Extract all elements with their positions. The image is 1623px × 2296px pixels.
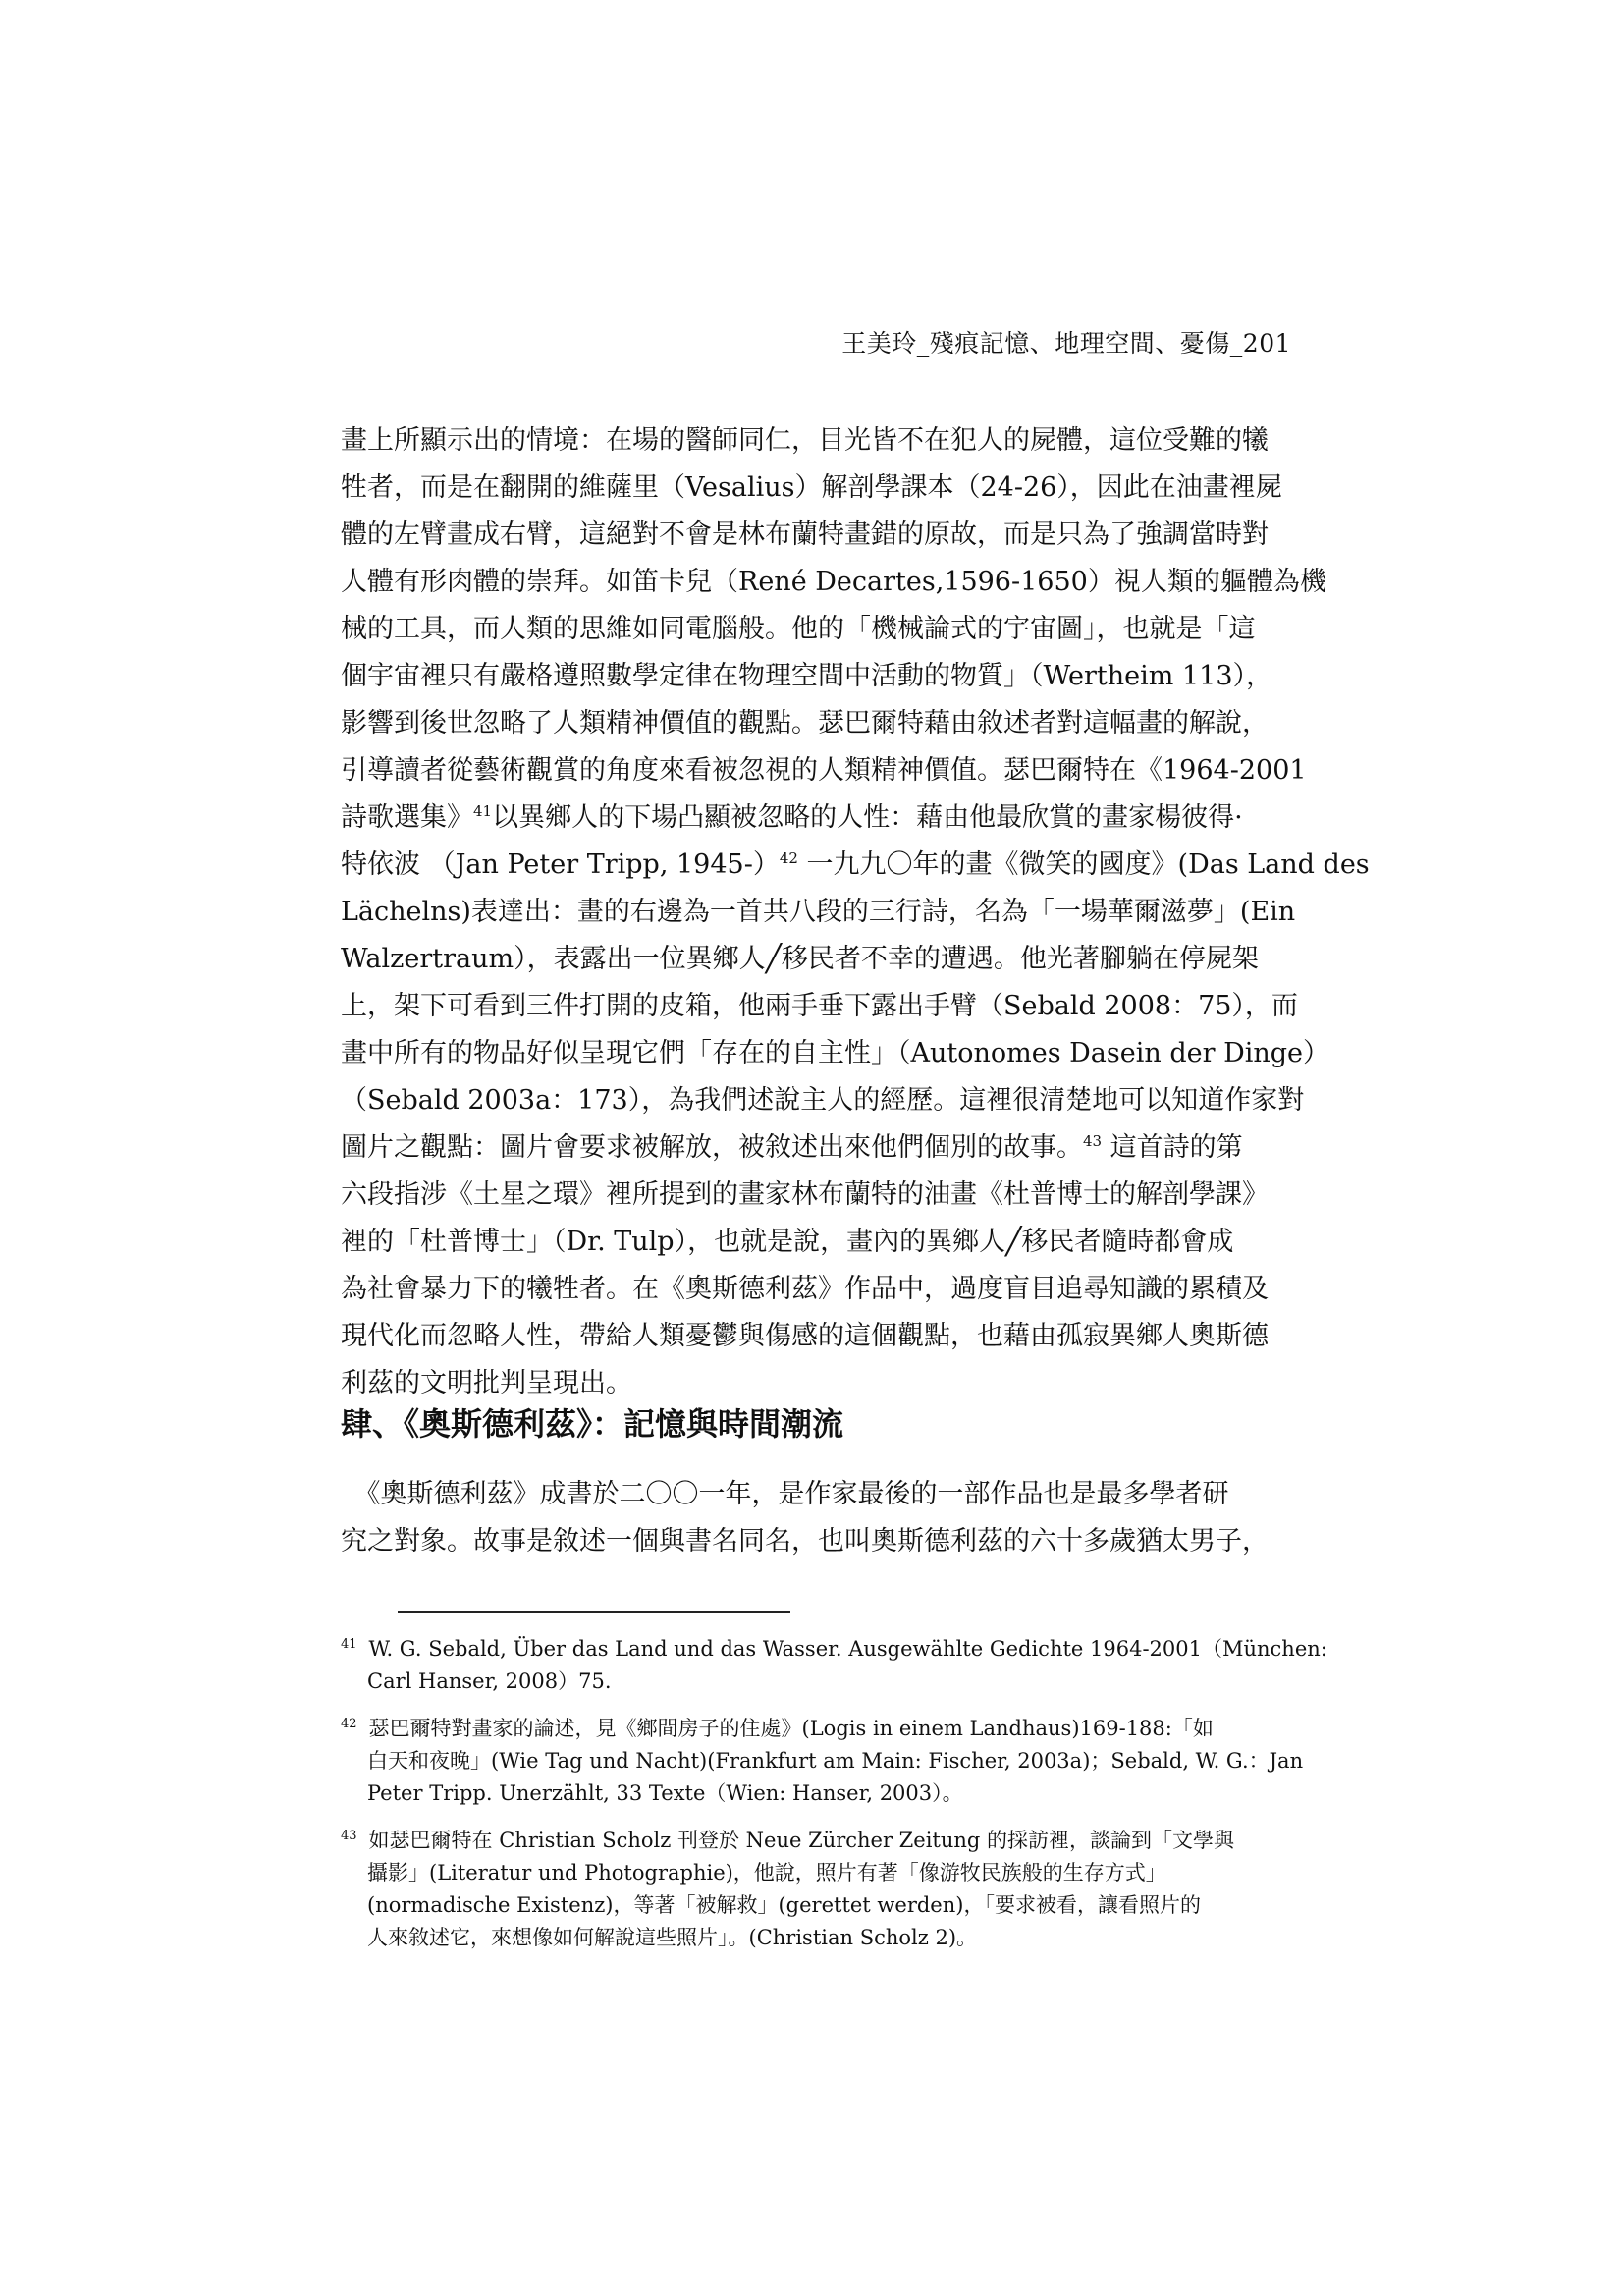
footnote-text: W. G. Sebald, Über das Land und das Wasser. Ausgewählte Gedichte 1964-2001（München: <box>368 1637 1327 1661</box>
text-line: 六段指涉《土星之環》裡所提到的畫家林布蘭特的油畫《杜普博士的解剖學課》 <box>341 1179 1269 1210</box>
text-line: 畫上所顯示出的情境：在場的醫師同仁，目光皆不在犯人的屍體，這位受難的犧 <box>341 425 1269 456</box>
footnote-text: 攝影」(Literatur und Photographie)，他說，照片有著「像游牧民族般的生存方式」 <box>367 1861 1166 1885</box>
text-line <box>341 842 1370 889</box>
text-line: 牲者，而是在翻開的維薩里（Vesalius）解剖學課本（24-26），因此在油畫裡屍 <box>341 472 1282 503</box>
footnote-text: 如瑟巴爾特在 Christian Scholz 刊登於 Neue Zürcher Zeitung 的採訪裡，談論到「文學與 <box>368 1829 1235 1852</box>
text-line: 裡的「杜普博士」（Dr. Tulp），也就是說，畫內的異鄉人╱移民者隨時都會成 <box>341 1227 1234 1257</box>
footnote-ref-42[interactable]: 42 <box>779 849 798 867</box>
text-line: 上，架下可看到三件打開的皮箱，他兩手垂下露出手臂（Sebald 2008：75），而 <box>341 991 1298 1021</box>
footnote-number: 43 <box>341 1829 357 1843</box>
section-paragraph <box>341 1471 1293 1565</box>
footnote-text: 瑟巴爾特對畫家的論述，見《鄉間房子的住處》(Logis in einem Landhaus)169-188:「如 <box>368 1717 1214 1740</box>
text-line: 究之對象。故事是敘述一個與書名同名，也叫奧斯德利茲的六十多歲猶太男子， <box>341 1526 1269 1557</box>
text-line: Walzertraum），表露出一位異鄉人╱移民者不幸的遭遇。他光著腳躺在停屍架 <box>341 944 1259 974</box>
text-fragment: 一九九〇年的畫《微笑的國度》(Das Land des <box>797 849 1370 880</box>
text-fragment: 詩歌選集》 <box>341 802 473 833</box>
text-line: 體的左臂畫成右臂，這絕對不會是林布蘭特畫錯的原故，而是只為了強調當時對 <box>341 519 1269 550</box>
footnote-42 <box>341 1708 1304 1810</box>
text-line: 利茲的文明批判呈現出。 <box>341 1368 632 1398</box>
footnote-41 <box>341 1628 1327 1698</box>
text-fragment: 這首詩的第 <box>1102 1132 1243 1163</box>
text-line: 械的工具，而人類的思維如同電腦般。他的「機械論式的宇宙圖」，也就是「這 <box>341 614 1256 644</box>
footnote-text: 人來敘述它，來想像如何解說這些照片」。(Christian Scholz 2)。 <box>367 1926 978 1949</box>
body-paragraph <box>341 417 1370 1407</box>
footnote-number: 42 <box>341 1717 357 1731</box>
footnote-text: (normadische Existenz)，等著「被解救」(gerettet werden)，「要求被看，讓看照片的 <box>367 1893 1201 1917</box>
footnote-ref-41[interactable]: 41 <box>473 802 493 820</box>
text-line <box>341 794 1293 842</box>
text-line: （Sebald 2003a：173），為我們述說主人的經歷。這裡很清楚地可以知道作家對 <box>341 1085 1305 1116</box>
text-fragment: 以異鄉人的下場凸顯被忽略的人性：藉由他最欣賞的畫家楊彼得· <box>492 802 1243 833</box>
text-line: 個宇宙裡只有嚴格遵照數學定律在物理空間中活動的物質」（Wertheim 113）， <box>341 661 1273 691</box>
section-heading: 肆、《奧斯德利茲》：記憶與時間潮流 <box>341 1405 844 1443</box>
footnote-43 <box>341 1820 1293 1954</box>
text-fragment: 特依波 （Jan Peter Tripp, 1945-） <box>341 849 780 880</box>
footnote-separator <box>398 1611 790 1613</box>
text-line: 為社會暴力下的犧牲者。在《奧斯德利茲》作品中，過度盲目追尋知識的累積及 <box>341 1274 1269 1304</box>
text-line: Lächelns)表達出：畫的右邊為一首共八段的三行詩，名為「一場華爾滋夢」(Ein <box>341 897 1296 927</box>
footnote-text: Peter Tripp. Unerzählt, 33 Texte（Wien: Hanser, 2003）。 <box>367 1781 963 1805</box>
text-line: 人體有形肉體的崇拜。如笛卡兒（René Decartes,1596-1650）視人類的軀體為機 <box>341 567 1326 597</box>
text-line: 畫中所有的物品好似呈現它們「存在的自主性」（Autonomes Dasein der Dinge） <box>341 1038 1330 1068</box>
footnote-number: 41 <box>341 1637 357 1652</box>
text-fragment: 圖片之觀點：圖片會要求被解放，被敘述出來他們個別的故事。 <box>341 1132 1083 1163</box>
footnote-text: Carl Hanser, 2008）75. <box>367 1669 612 1693</box>
footnote-ref-43[interactable]: 43 <box>1083 1132 1103 1150</box>
text-line: 影響到後世忽略了人類精神價值的觀點。瑟巴爾特藉由敘述者對這幅畫的解說， <box>341 708 1269 738</box>
running-head: 王美玲_殘痕記憶、地理空間、憂傷_201 <box>841 329 1291 357</box>
text-line: 現代化而忽略人性，帶給人類憂鬱與傷感的這個觀點，也藉由孤寂異鄉人奧斯德 <box>341 1321 1269 1351</box>
footnote-text: 白天和夜晚」(Wie Tag und Nacht)(Frankfurt am Main: Fischer, 2003a)；Sebald, W. G.：Jan <box>367 1749 1304 1773</box>
text-line <box>341 1124 1293 1172</box>
text-line: 引導讀者從藝術觀賞的角度來看被忽視的人類精神價值。瑟巴爾特在《1964-2001 <box>341 755 1307 786</box>
footnotes <box>341 1628 1327 1964</box>
text-line: 《奧斯德利茲》成書於二〇〇一年，是作家最後的一部作品也是最多學者研 <box>341 1479 1229 1509</box>
